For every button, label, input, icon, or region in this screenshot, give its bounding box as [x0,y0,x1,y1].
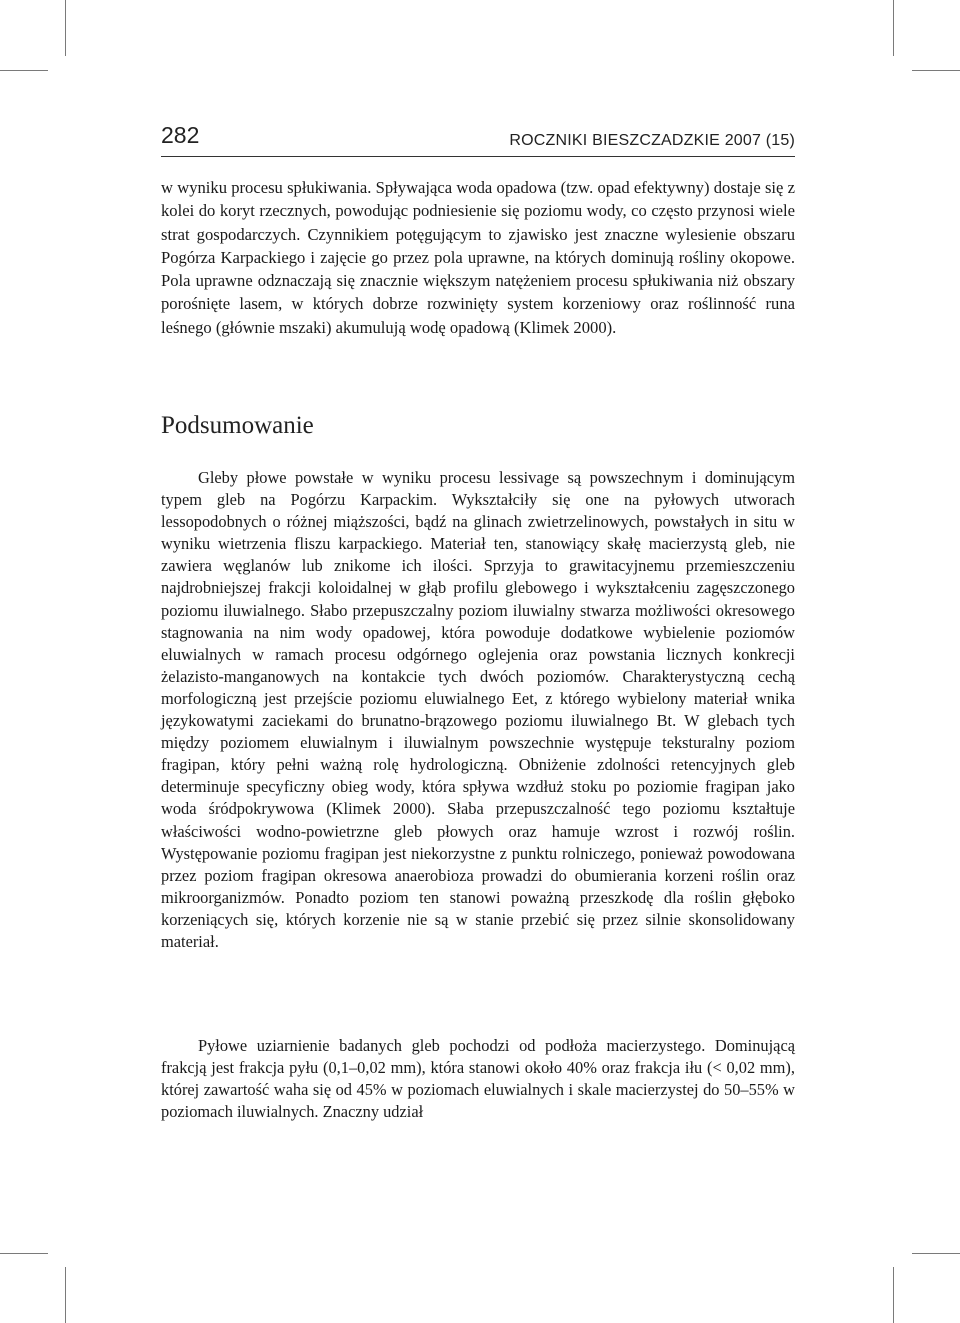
crop-mark-right-top [912,70,960,71]
running-head: ROCZNIKI BIESZCZADZKIE 2007 (15) [509,132,795,149]
page-number: 282 [161,122,200,148]
crop-mark-bottom-left [65,1267,66,1323]
body-paragraph-2: Gleby płowe powstałe w wyniku procesu lessivage są powszechnym i dominującym typem gleb na Pogórzu Karpackim. Wykształciły się one na pyłowych utworach lessopodobnych o różnej miąższości, bądź na glinach zwietrzelinowych, powstałych in situ w wyniku wietrzenia fliszu karpackiego. Materiał ten, stanowiący skałę macierzystą gleb, nie zawiera węglanów lub znikome ich ilości. Sprzyja to grawitacyjnemu przemieszczeniu najdrobniejszej frakcji koloidalnej w głąb profilu glebowego i wykształceniu zagęszczonego poziomu iluwialnego. Słabo przepuszczalny poziom iluwialny stwarza możliwości okresowego stagnowania na nim wody opadowej, która powoduje dodatkowe wybielenie poziomów eluwialnych w ramach procesu odgórnego oglejenia oraz powstania licznych konkrecji żelazisto-manganowych na kontakcie tych dwóch poziomów. Charakterystyczną cechą morfologiczną jest przejście poziomu eluwialnego Eet, z którego wybielony materiał wnika językowatymi zaciekami do brunatno-brązowego poziomu iluwialnego Bt. W glebach tych między poziomem eluwialnym i iluwialnym powszechnie występuje teksturalny poziom fragipan, który pełni ważną rolę hydrologiczną. Obniżenie zdolności retencyjnych gleb determinuje specyficzny obieg wody, która spływa wzdłuż stoku po poziomie fragipan jako woda śródpokrywowa (Klimek 2000). Słaba przepuszczalność tego poziomu kształtuje właściwości wodno-powietrzne gleb płowych oraz hamuje wzrost i rozwój roślin. Występowanie poziomu fragipan jest niekorzystne z punktu rolniczego, ponieważ powodowana przez poziom fragipan okresowa anaerobioza prowadzi do obumierania korzeni roślin oraz mikroorganizmów. Ponadto poziom ten stanowi poważną przeszkodę dla roślin głęboko korzeniących się, których korzenie nie są w stanie przebić się przez silnie skonsolidowany materiał. [161,468,795,951]
page-header [161,116,795,157]
body-paragraph-1: w wyniku procesu spłukiwania. Spływająca woda opadowa (tzw. opad efektywny) dostaje się z kolei do koryt rzecznych, powodując podniesienie się poziomu wody, co często przynosi wiele strat gospodarczych. Czynnikiem potęgującym to zjawisko jest znaczne wylesienie obszaru Pogórza Karpackiego i zajęcie go przez pola uprawne, na których dominują rośliny okopowe. Pola uprawne odznaczają się znacznie większym natężeniem procesu spłukiwania niż obszary porośnięte lasem, w których dobrze rozwinięty system korzeniowy oraz roślinność runa leśnego (głównie mszaki) akumulują wodę opadową (Klimek 2000). [161,178,795,337]
crop-mark-right-bottom [912,1253,960,1254]
body-paragraph-3: Pyłowe uziarnienie badanych gleb pochodzi od podłoża macierzystego. Dominującą frakcją jest frakcja pyłu (0,1–0,02 mm), która stanowi około 40% oraz frakcja iłu (< 0,02 mm), której zawartość waha się od 45% w poziomach eluwialnych i skale macierzystej do 50–55% w poziomach iluwialnych. Znaczny udział [161,1036,795,1122]
crop-mark-top-left [65,0,66,56]
crop-mark-top-right [893,0,894,56]
crop-mark-left-bottom [0,1253,48,1254]
section-heading: Podsumowanie [161,412,314,439]
crop-mark-left-top [0,70,48,71]
crop-mark-bottom-right [893,1267,894,1323]
